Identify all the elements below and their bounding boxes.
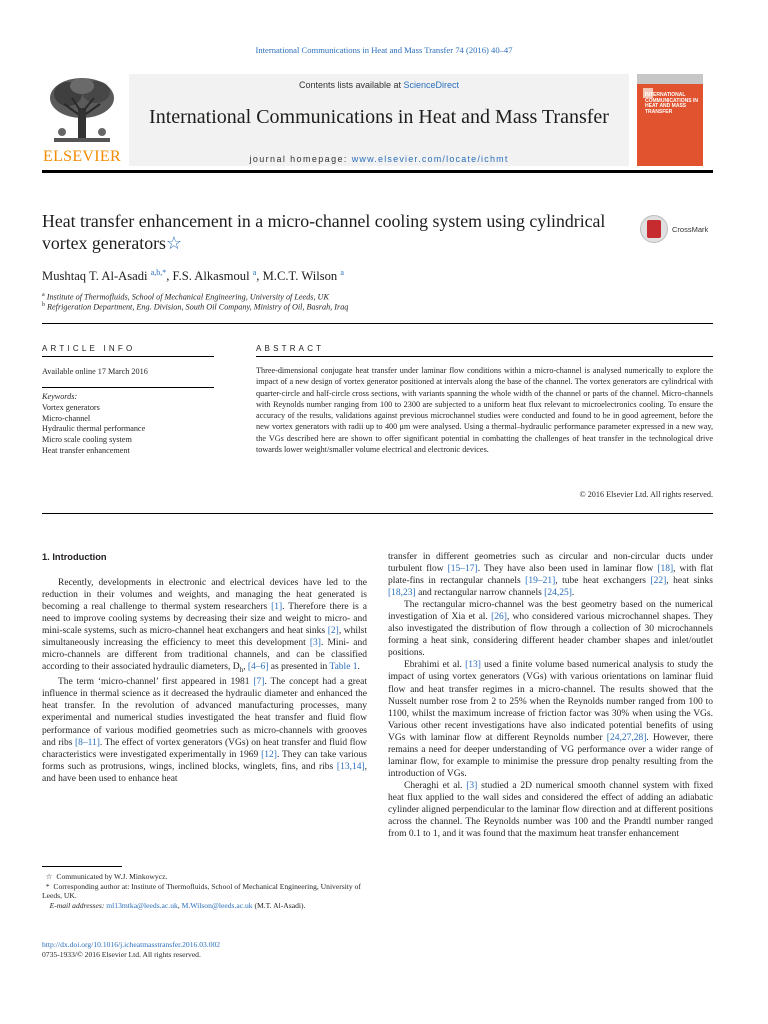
abstract-divider [42, 513, 713, 514]
citation-link[interactable]: [26] [491, 612, 507, 623]
cover-top-band [637, 74, 703, 84]
article-info-heading: ARTICLE INFO [42, 344, 136, 353]
abstract-rule [256, 356, 713, 357]
citation-link[interactable]: [3] [466, 780, 478, 791]
keywords-list [42, 403, 242, 457]
doi-issn-block [42, 940, 220, 960]
journal-homepage: journal homepage: www.elsevier.com/locate/ichmt [249, 154, 509, 164]
author-marks[interactable]: a,b,* [150, 268, 167, 277]
citation-link[interactable]: [3] [309, 638, 321, 649]
title-footnote-star[interactable]: ☆ [165, 233, 182, 253]
keyword-item: Hydraulic thermal performance [42, 424, 146, 434]
doi-link[interactable]: http://dx.doi.org/10.1016/j.icheatmasstransfer.2016.03.002 [42, 940, 221, 949]
available-online: Available online 17 March 2016 [42, 367, 148, 376]
issn-line: 0735-1933/© 2016 Elsevier Ltd. All rights reserved. [42, 950, 201, 959]
citation-link[interactable]: [4–6] [247, 662, 269, 673]
citation-link[interactable]: [18] [657, 564, 674, 575]
paragraph: Ebrahimi et al. [13] used a finite volume based numerical analysis to study the impact of using vortex generators (VGs) with various orientations on laminar fluid flow and heat transfer regimes in a micro-channel. The results showed that the Nusselt number rose from 2 to 25% when the Reynolds number ranged from 100 to 1100, whilst the maximum increase of friction factor was 30% when using the VGs. Various other recent investigations have also indicated potential benefits of using VGs with laminar flow at different Reynolds number [24,27,28]. However, there remains a need for deeper understanding of VG performance over a wider range of laminar flow, for example to minimise the pressure drop penalty resulting from the introduction of VGs. [388, 660, 713, 779]
paragraph: Recently, developments in electronic and electrical devices have led to the reduction in their volumes and weights, and managing the heat generated is becoming a real challenge to thermal system researchers [1]. Therefore there is a need to improve cooling systems by decreasing their size and weight to micro- and mini-scale systems, such as micro-channel heat exchangers and heat sinks [2], whilst simultaneously increasing the efficiency to meet this development [3]. Mini- and micro-channels are different from traditional channels, and can be classified according to their associated hydraulic diameters, $D_h$, [4–6] as presented in Table 1. [42, 578, 368, 675]
keyword-item: Heat transfer enhancement [42, 445, 130, 455]
contents-availability: Contents lists available at ScienceDirect [298, 80, 460, 90]
journal-cover-thumbnail[interactable] [637, 74, 703, 166]
crossmark-badge[interactable] [640, 215, 720, 245]
footnote-rule [42, 866, 122, 867]
article-info-rule-2 [42, 387, 214, 388]
author-name: Mushtaq T. Al-Asadi [42, 269, 148, 284]
citation-link[interactable]: [1] [271, 602, 283, 613]
paragraph: The term ‘micro-channel’ first appeared in 1981 [7]. The concept had a great influence in thermal science as it decreased the hydraulic diameter and enhanced the heat transfer. In the revolution of advanced manufacturing processes, many experimental and numerical studies investigated the heat transfer and fluid flow performance of various modified geometries such as micro-channels with grooves and ribs [8–11]. The effect of vortex generators (VGs) on heat transfer and fluid flow characteristics were investigated experimentally in 1969 [12]. They can take various forms such as protrusions, wings, inclined blocks, winglets, fins, and ribs [13,14], and have been used to enhance heat [42, 677, 368, 784]
journal-title: International Communications in Heat and Mass Transfer [149, 106, 609, 128]
elsevier-tree-icon [42, 74, 122, 148]
author-marks[interactable]: a [252, 268, 257, 277]
intro-left-column [42, 551, 367, 785]
elsevier-logo [42, 74, 122, 166]
paragraph: The rectangular micro-channel was the best geometry based on the numerical investigation of Xia et al. [26], who considered various microchannel shapes. They also investigated the distribution of flow through a collection of 30 microchannels forming a heat sink, considering different header chamber shapes and inlet/outlet positions. [388, 600, 713, 659]
article-title: Heat transfer enhancement in a micro-channel cooling system using cylindrical vortex generators☆ [42, 211, 606, 253]
keyword-item: Micro scale cooling system [42, 435, 132, 445]
citation-link[interactable]: [7] [253, 677, 265, 688]
citation-link[interactable]: [22] [650, 576, 667, 587]
section-heading-introduction: 1. Introduction [42, 552, 107, 562]
citation-link[interactable]: [15–17] [447, 564, 478, 575]
abstract-copyright: © 2016 Elsevier Ltd. All rights reserved. [579, 490, 713, 499]
header-divider [42, 170, 713, 173]
citation-link[interactable]: [24,25] [544, 588, 572, 599]
citation-link[interactable]: Table 1 [329, 662, 358, 673]
paragraph: transfer in different geometries such as circular and non-circular ducts under turbulent flow [15–17]. They have also been used in laminar flow [18], with flat plate-fins in rectangular channels [19–21], tube heat exchangers [22], heat sinks [18,23] and rectangular narrow channels [24,25]. [388, 552, 713, 599]
citation-link[interactable]: [24,27,28] [606, 732, 647, 743]
author-marks[interactable]: a [340, 268, 344, 277]
affiliation-a: $^a$ Institute of Thermofluids, School of Mechanical Engineering, University of Leeds, UK [42, 292, 329, 302]
elsevier-wordmark: ELSEVIER [43, 148, 121, 165]
keyword-item: Micro-channel [42, 413, 91, 423]
subscript: h [239, 666, 244, 675]
author-name: M.C.T. Wilson [262, 269, 338, 284]
crossmark-icon [640, 215, 668, 243]
footnotes [42, 872, 372, 910]
intro-right-column [388, 551, 713, 840]
sciencedirect-link[interactable]: ScienceDirect [403, 80, 460, 90]
footnote-corresponding: * Corresponding author at: Institute of Thermofluids, School of Mechanical Engineering, University of Leeds, UK. [42, 881, 361, 901]
citation-link[interactable]: [13] [465, 660, 481, 671]
citation-link[interactable]: [2] [327, 626, 339, 637]
email-link[interactable]: M.Wilson@leeds.ac.uk [181, 900, 253, 910]
keywords-block [42, 392, 242, 457]
keyword-item: Vortex generators [42, 402, 100, 412]
cover-title: INTERNATIONAL COMMUNICATIONS IN HEAT AND MASS TRANSFER [645, 92, 698, 115]
author-name: F.S. Alkasmoul [172, 269, 250, 284]
footnote-communicated: ☆ Communicated by W.J. Minkowycz. [42, 872, 168, 881]
citation-link[interactable]: [19–21] [525, 576, 556, 587]
keywords-label: Keywords: [42, 392, 78, 401]
citation-link[interactable]: [18,23] [388, 588, 416, 599]
journal-citation-line[interactable]: International Communications in Heat and Mass Transfer 74 (2016) 40–47 [255, 45, 513, 55]
citation-link[interactable]: [13,14] [336, 761, 365, 772]
abstract-text: Three-dimensional conjugate heat transfer under laminar flow conditions within a micro-channel is analysed numerically to explore the impact of a new design of vortex generator positioned at intervals along the base of the channel. The vortex generators are cylindrical with quarter-circle and half-circle cross sections, with variants spanning the whole width of the channel or parts of the channel. Micro-channels with Reynolds number ranging from 100 to 2300 are subjected to a uniform heat flux relevant to microelectronics cooling. To ensure the accuracy of the results, validations against previous microchannel studies were conducted and found to be in good agreement, before the new vortex generators with radii up to 400 μm were analysed. Using a thermal–hydraulic performance parameter expressed in a new way, the VGs described here are shown to offer significant potential in combatting the challenges of heat transfer in the technological drive towards lower weight/smaller volume electrical and electronic devices. [256, 366, 713, 455]
author-list: Mushtaq T. Al-Asadi $^{a,b,*}$, F.S. Alkasmoul $^a$, M.C.T. Wilson $^a$ [42, 268, 344, 284]
article-info-rule [42, 356, 214, 357]
journal-homepage-link[interactable]: www.elsevier.com/locate/ichmt [351, 154, 509, 164]
crossmark-label: CrossMark [672, 225, 709, 234]
citation-link[interactable]: [12] [261, 749, 277, 760]
affiliation-b: $^b$ Refrigeration Department, Eng. Division, South Oil Company, Ministry of Oil, Basrah, Iraq [42, 302, 349, 312]
citation-link[interactable]: [8–11] [74, 737, 100, 748]
abstract-heading: ABSTRACT [256, 344, 325, 353]
paragraph: Cheraghi et al. [3] studied a 2D numerical smooth channel system with fixed heat flux applied to the wall sides and considered the effect of adding an adiabatic cylinder aligned perpendicular to the laminar flow direction and at different positions across the channel. The Reynolds number was 100 and the Prandtl number ranged from 0.1 to 1, and it was found that the maximum heat transfer enhancement [388, 780, 713, 840]
journal-header-panel [129, 74, 629, 166]
authors-divider [42, 323, 713, 324]
footnote-emails: E-mail addresses: ml13mtka@leeds.ac.uk, M.Wilson@leeds.ac.uk (M.T. Al-Asadi). [49, 900, 306, 910]
email-link[interactable]: ml13mtka@leeds.ac.uk [106, 900, 178, 910]
